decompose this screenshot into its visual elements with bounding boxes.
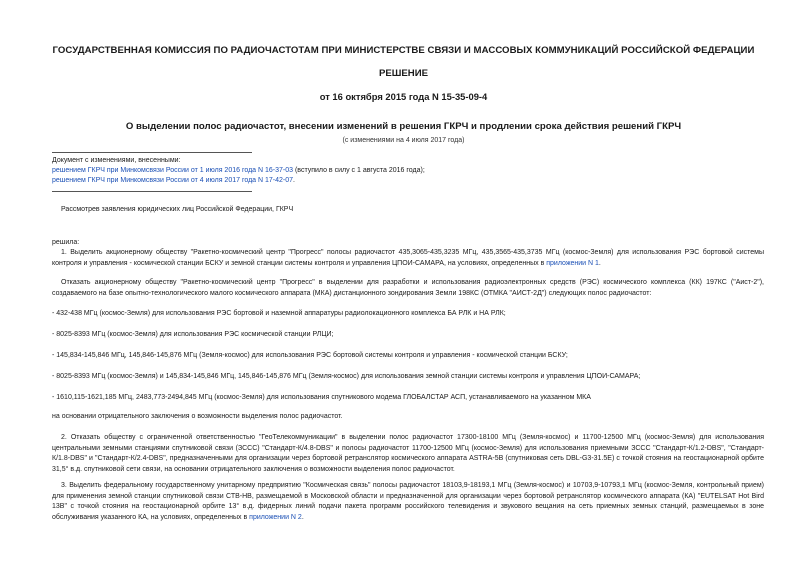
considered-paragraph: Рассмотрев заявления юридических лиц Российской Федерации, ГКРЧ <box>61 206 294 213</box>
document-date: от 16 октября 2015 года N 15-35-09-4 <box>319 91 488 102</box>
paragraph-1 <box>52 248 764 269</box>
band-item-5: - 1610,115-1621,185 МГц, 2483,773-2494,845 МГц (космос-Земля) для использования спутникового модема ГЛОБАЛСТАР АСП, устанавливаемого на указанном МКА <box>52 394 591 401</box>
divider-bottom <box>52 191 252 192</box>
decided-label: решила: <box>52 239 80 246</box>
band-item-1: - 432-438 МГц (космос-Земля) для использования РЭС бортовой и наземной аппаратуры радиолокационного комплекса БА РЛК и НА РЛК; <box>52 310 506 317</box>
document-subtitle: (с изменениями на 4 июля 2017 года) <box>342 137 465 144</box>
document-type: РЕШЕНИЕ <box>378 68 429 79</box>
amendment-link-1[interactable]: решением ГКРЧ при Минкомсвязи России от 1 июля 2016 года N 16-37-03 <box>52 167 294 174</box>
paragraph-3-end: . <box>301 513 304 521</box>
paragraph-1-end: . <box>598 259 601 267</box>
appendix-2-link[interactable]: приложении N 2 <box>249 513 302 521</box>
paragraph-1-text: 1. Выделить акционерному обществу "Ракетно-космический центр "Прогресс" полосы радиочастот 435,3065-435,3235 МГц, 435,3565-435,3735 МГц (космос-Земля) для использования РЭС бортовой системы контроля и управления - космической станции БСКУ и земной станции системы контроля и управления ЦПОИ-САМАРА, на условиях, определенных в <box>52 249 764 267</box>
amendments-intro: Документ с изменениями, внесенными: <box>52 157 181 164</box>
amendment-text-2: . <box>293 177 295 184</box>
amendments-block <box>52 156 425 186</box>
appendix-1-link[interactable]: приложении N 1 <box>546 259 599 267</box>
amendment-link-2[interactable]: решением ГКРЧ при Минкомсвязи России от 4 июля 2017 года N 17-42-07 <box>52 177 294 184</box>
paragraph-3 <box>52 481 764 523</box>
document-title: О выделении полос радиочастот, внесении изменений в решения ГКРЧ и продлении срока действия решений ГКРЧ <box>125 121 682 132</box>
amendment-text-1: (вступило в силу с 1 августа 2016 года); <box>293 167 425 174</box>
amendment-item <box>52 176 425 186</box>
band-item-3: - 145,834-145,846 МГц, 145,846-145,876 МГц (Земля-космос) для использования РЭС бортовой системы контроля и управления - космической станции БСКУ; <box>52 352 568 359</box>
refusal-paragraph: Отказать акционерному обществу "Ракетно-космический центр "Прогресс" в выделении для разработки и использования радиоэлектронных средств (РЭС) космического комплекса (КК) 197КС ("Аист-2"), создаваемого на базе опытно-технологического малого космического аппарата (МКА) дистанционного зондирования Земли 198КС (ОТМКА "АИСТ-2Д") следующих полос радиочастот: <box>52 279 764 297</box>
paragraph-3-text: 3. Выделить федеральному государственному унитарному предприятию "Космическая связь" полосы радиочастот 18103,9-18193,1 МГц (Земля-космос) и 10703,9-10793,1 МГц (космос-Земля, контрольный прием) для применения земной станции спутниковой связи СТВ-НВ, размещаемой в Московской области и предназначенной для организации через бортовой ретранслятор космического аппарата (КА) "EUTELSAT Hot Bird 13B" с точкой стояния на геостационарной орбите 13° в.д. фидерных линий подачи пакета программ российского телевидения и звукового вещания на сеть приемных земных станций, размещаемых в зоне обслуживания указанного КА, на условиях, определенных в <box>52 482 764 521</box>
band-item-4: - 8025-8393 МГц (космос-Земля) и 145,834-145,846 МГц, 145,846-145,876 МГц (Земля-космос) для использования земной станции системы контроля и управления ЦПОИ-САМАРА; <box>52 373 641 380</box>
basis-text: на основании отрицательного заключения о возможности выделения полос радиочастот. <box>52 413 343 420</box>
organization-heading: ГОСУДАРСТВЕННАЯ КОМИССИЯ ПО РАДИОЧАСТОТАМ ПРИ МИНИСТЕРСТВЕ СВЯЗИ И МАССОВЫХ КОММУНИКАЦИЙ РОССИЙСКОЙ ФЕДЕРАЦИИ <box>52 45 755 56</box>
divider-top <box>52 152 252 153</box>
band-item-2: - 8025-8393 МГц (космос-Земля) для использования РЭС космической станции РЛЦИ; <box>52 331 334 338</box>
paragraph-2: 2. Отказать обществу с ограниченной ответственностью "ГеоТелекоммуникации" в выделении полос радиочастот 17300-18100 МГц (Земля-космос) и 11700-12500 МГц (космос-Земля) для использования центральными земными станциями спутниковой связи (ЗССС) "Стандарт-К/4.8-DBS" и полосы радиочастот 11700-12500 МГц (космос-Земля) для использования приемными ЗССС "Стандарт-К/1.2-DBS", "Стандарт-К/1.8-DBS" и "Стандарт-К/2.4-DBS", предназначенными для организации через бортовой ретранслятор космического аппарата ASTRA-5B (спутниковая сеть DBL-G3-31.5E) с точкой стояния на геостационарной орбите 31,5° в.д. спутниковой сети связи, на основании отрицательного заключения о возможности выделения полос радиочастот. <box>52 434 764 473</box>
amendment-item <box>52 166 425 176</box>
